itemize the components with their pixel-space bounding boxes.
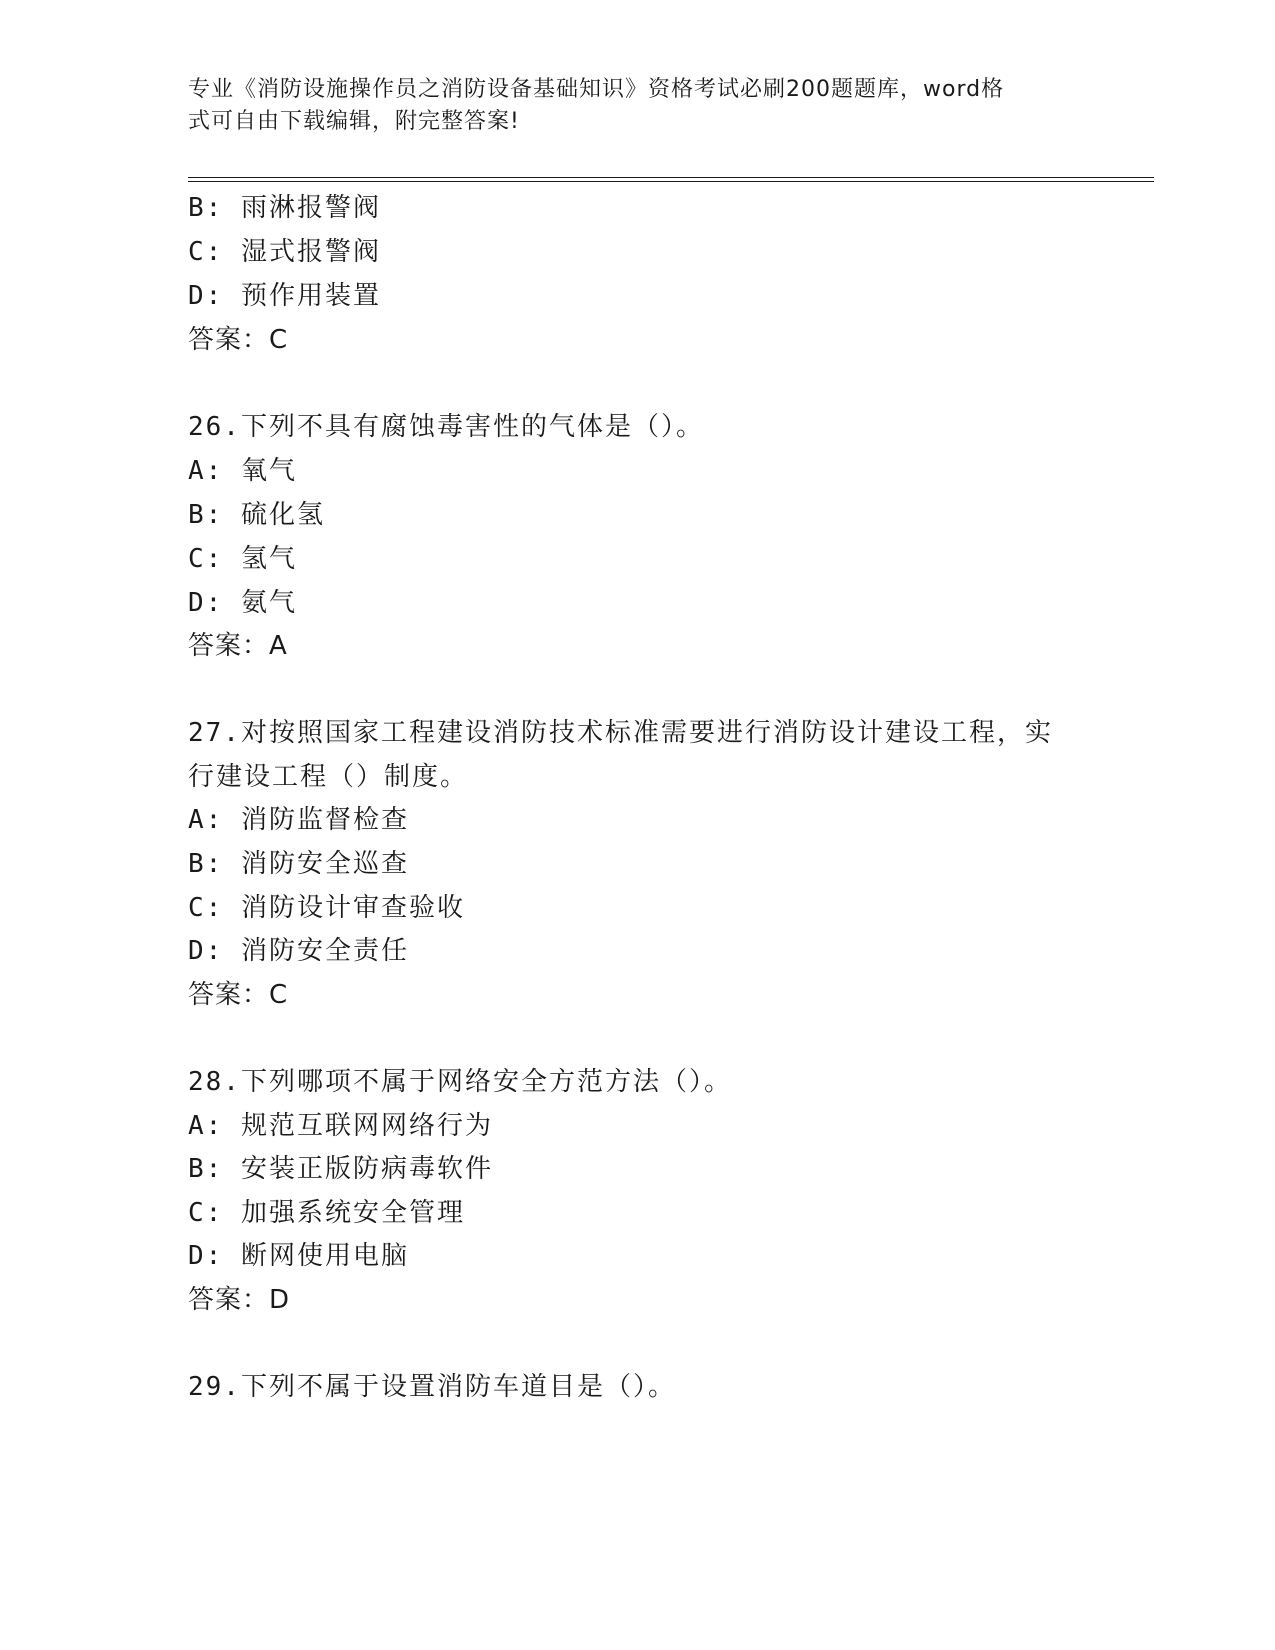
q28-option-c: C: 加强系统安全管理 xyxy=(188,1198,465,1228)
q25-option-d: D: 预作用装置 xyxy=(188,281,381,311)
header-divider-bottom xyxy=(188,181,1154,182)
header-divider-top xyxy=(188,177,1154,178)
q25-option-b: B: 雨淋报警阀 xyxy=(188,193,381,223)
q26-option-c: C: 氢气 xyxy=(188,544,297,574)
q27-question-line-2: 行建设工程（）制度。 xyxy=(188,762,469,792)
q26-option-a: A: 氧气 xyxy=(188,456,297,486)
q28-option-b: B: 安装正版防病毒软件 xyxy=(188,1154,493,1184)
q26-option-b: B: 硫化氢 xyxy=(188,500,325,530)
q28-option-d: D: 断网使用电脑 xyxy=(188,1241,409,1271)
q26-question: 26.下列不具有腐蚀毒害性的气体是（）。 xyxy=(188,412,704,442)
q29-question: 29.下列不属于设置消防车道目是（）。 xyxy=(188,1372,676,1402)
q27-answer: 答案：C xyxy=(188,980,289,1010)
q27-question-line-1: 27.对按照国家工程建设消防技术标准需要进行消防设计建设工程，实 xyxy=(188,718,1053,748)
q27-option-d: D: 消防安全责任 xyxy=(188,936,409,966)
q28-question: 28.下列哪项不属于网络安全方范方法（）。 xyxy=(188,1067,732,1097)
q25-answer: 答案：C xyxy=(188,325,289,355)
q26-answer: 答案：A xyxy=(188,631,288,661)
q27-option-a: A: 消防监督检查 xyxy=(188,805,409,835)
q28-answer: 答案：D xyxy=(188,1285,291,1315)
q27-option-b: B: 消防安全巡查 xyxy=(188,849,409,879)
header-line-2: 式可自由下载编辑，附完整答案! xyxy=(188,109,520,134)
header-line-1: 专业《消防设施操作员之消防设备基础知识》资格考试必刷200题题库，word格 xyxy=(188,77,1005,102)
q27-option-c: C: 消防设计审查验收 xyxy=(188,893,465,923)
q28-option-a: A: 规范互联网网络行为 xyxy=(188,1111,493,1141)
q26-option-d: D: 氨气 xyxy=(188,588,297,618)
q25-option-c: C: 湿式报警阀 xyxy=(188,237,381,267)
document-header xyxy=(188,74,1068,138)
